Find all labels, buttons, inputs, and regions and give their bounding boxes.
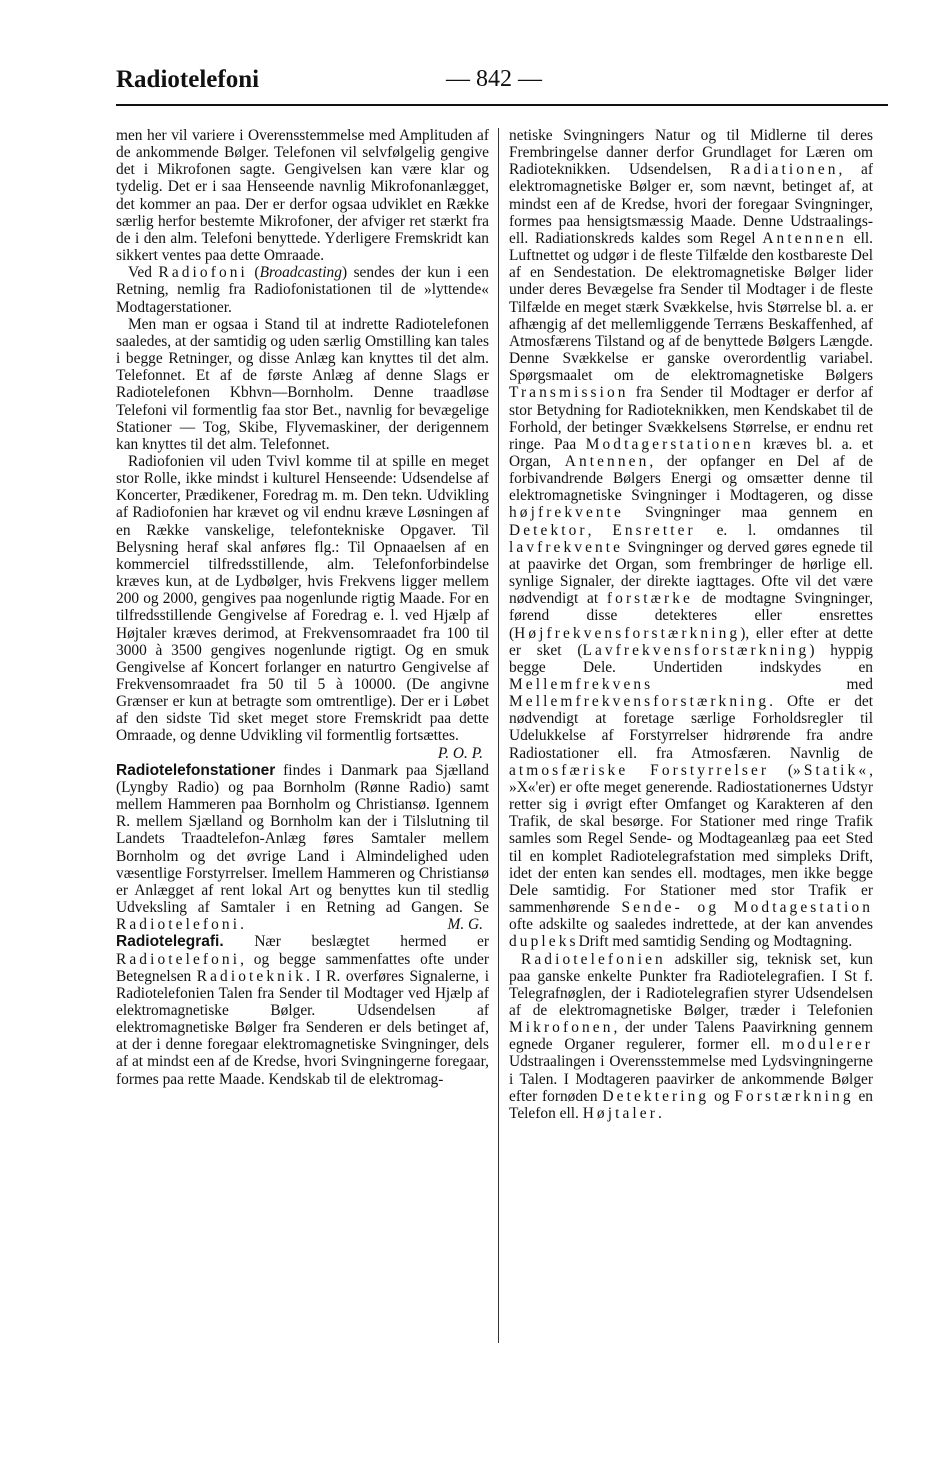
term: Ensretter [612, 521, 696, 539]
term: Højfrekvensforstærkning [514, 624, 741, 642]
text-run: . [657, 1104, 662, 1122]
text-run: ell. Luftnettet og udgør i de fleste Tilfælde den kostbareste Del af en Sendestation. De elektromagnetiske Bølger lider under deres Bevægelse fra Sender til Modtager i de fleste Tilfælde en meget stærk Svækkelse, hvis Størrelse bl. a. er afhængig af det mellemliggende Terræns Beskaffenhed, af Atmosfærens Tilstand og af de benyttede Bølgers Længde. Denne Svækkelse er ganske overordentlig variabel. Spørgsmaalet om de elektromagnetiske Bølgers [509, 229, 873, 385]
text-run: , der under Talens Paavirkning gennem egnede Organer regulerer, former ell. [509, 1019, 873, 1054]
term: dupleks [509, 933, 579, 951]
left-column [116, 127, 489, 1088]
entry-radiotelefonstationer [116, 762, 489, 934]
text-run: og [709, 1087, 735, 1105]
author-signature: P. O. P. [437, 744, 483, 762]
term: Mellemfrekvens [509, 676, 654, 693]
text-run: netiske Svingningers Natur og til Midlerne til deres Frembringelse danner derfor Grundlaget for Læren om Radioteknikken. Udsendelsen, [509, 127, 873, 179]
text-run: . [240, 916, 244, 934]
term-broadcasting: Broadcasting [259, 264, 342, 282]
text-run: Svingninger og derved gøres egnede til at paavirke det Organ, som frembringer de hørlige ell. synlige Signaler, der direkte iagttages. Ofte vil det være nødvendigt at [509, 538, 873, 608]
text-run: Udstraalingen i Overensstemmelse med Lydsvingningerne i Talen. I Modtageren paavirker de ankommende Bølger efter fornøden [509, 1053, 873, 1105]
entry-heading: Radiotelefonstationer [116, 761, 276, 779]
text-run: fra Sender til Modtager er derfor af stor Betydning for Radioteknikken, men Kendskabet til de Forhold, der betinger Svækkelsens Størrelse, er endnu ret ringe. Paa [509, 384, 873, 453]
text-run: ) sendes der kun i een Retning, nemlig fra Radiofonistationen til de »lyttende« Modtagerstationer. [116, 264, 489, 316]
text-run: Svingninger maa gennem en [623, 504, 873, 522]
paragraph-radiofoni [116, 264, 489, 315]
text-run: adskiller sig, teknisk set, kun paa ganske enkelte Punkter fra Radiotelegrafien. I St f. Telegrafnøglen, der i Radiotelegrafien styrer Udsendelsen af de elektromagnetiske Bølger, træder i Telefonien [509, 950, 873, 1019]
term: Mikrofonen [509, 1019, 614, 1037]
term: Højtaler [582, 1104, 658, 1122]
term: Detektering [602, 1087, 710, 1105]
column-divider [498, 128, 499, 1343]
text-run: findes i Danmark paa Sjælland (Lyngby Radio) og paa Bornholm (Rønne Radio) samt mellem Hammeren paa Bornholm og Christiansø. Igennem R. mellem Sjælland og Bornholm kan der i Tilslutning til Landets Traadtelefon-Anlæg føres Samtaler mellem Bornholm og det øvrige Land i Almindelighed uden væsentlige Forstyrrelser. Imellem Hammeren og Christiansø er Anlægget af rent lokal Art og benyttes kun til stedlig Udveksling af Samtaler i en Retning ad Gangen. Se [116, 761, 489, 917]
term: Forstærkning [734, 1087, 854, 1105]
paragraph-continued [509, 127, 873, 951]
text-run: , der opfanger en Del af de forbivandrende Bølgers Energi og omsætter denne til elektromagnetiske Svingninger i Modtageren, og disse [509, 452, 873, 505]
term-radiofoni: Radiofoni [158, 264, 248, 282]
term: forstærke [606, 590, 693, 608]
term: Antennen [762, 229, 847, 247]
text-run: , og begge sammenfattes ofte under Betegnelsen [116, 950, 489, 985]
text-run: e. l. omdannes til [695, 521, 873, 539]
term: »Statik« [793, 761, 870, 779]
term: Radiotelefoni [116, 950, 241, 968]
term: Antennen [564, 452, 650, 470]
text-run: Ved [128, 264, 159, 282]
text-run: . Ofte er det nødvendigt at foretage særlige Forholdsregler til Udelukkelse af Forstyrrelser hidrørende fra andre Radiostationer ell. fra Atmosfæren. Navnlig de [509, 693, 873, 762]
author-signature: M. G. [447, 916, 483, 934]
text-run: , [587, 521, 613, 539]
page-header [116, 64, 888, 106]
text-run: ( [247, 264, 260, 282]
entry-radiotelegrafi [116, 933, 489, 1087]
term: Mellemfrekvensforstærkning [509, 693, 770, 711]
text-run: ) hyppig begge Dele. Undertiden indskydes en [509, 641, 873, 676]
term: Radiotelefonien [521, 950, 666, 968]
term: atmosfæriske Forstyrrelser [509, 761, 770, 779]
page-number: — 842 — [446, 66, 542, 92]
term: Detektor [509, 521, 588, 539]
text-run: en Telefon ell. [509, 1087, 874, 1122]
term: Lavfrekvensforstærkning [582, 641, 810, 659]
text-run: , af elektromagnetiske Bølger er, som nævnt, betinget af, at mindst een af de Kredse, hvori der foregaar Svingninger, formes paa hensigtsmæssig Maade. Denne Udstraalings- ell. Radiationskreds kaldes som Regel [509, 161, 873, 247]
term: lavfrekvente [509, 538, 624, 556]
text-run: , »X«'er) er ofte meget generende. Radiostationernes Udstyr retter sig i øvrigt efter Omfanget og Karakteren af den Trafik, de skal besørge. For Stationer med ringe Trafik samles som Regel Sende- og Modtageanlæg paa eet Sted til en komplet Radiotelegrafstation med simpleks Drift, idet der enten kan sendes ell. modtages, men ikke begge Dele samtidig. For Stationer med stor Trafik er sammenhørende [509, 761, 873, 917]
text-run: ( [769, 761, 794, 779]
text-run: ), eller efter at dette er sket ( [509, 624, 873, 659]
cross-reference: Radiotelefoni [116, 916, 241, 934]
term: Modtagerstationen [585, 435, 754, 453]
term: Radioteknik [196, 967, 307, 985]
text-run: de modtagne Svingninger, førend disse detekteres eller ensrettes ( [509, 590, 873, 642]
paragraph-radiotelefonien [509, 951, 873, 1123]
text-run: kræves bl. a. et Organ, [509, 435, 873, 470]
term: Sende- og Modtagestation [621, 899, 873, 917]
running-title: Radiotelefoni [116, 66, 260, 93]
signature-row [116, 745, 489, 762]
right-column [509, 127, 873, 1122]
paragraph: Men man er ogsaa i Stand til at indrette Radiotelefonen saaledes, at der samtidig og uden særlig Omstilling kan tales i begge Retninger, og disse Anlæg kan knyttes til det alm. Telefonnet. Et af de første Anlæg af denne Slags er Radiotelefonen Kbhvn—Bornholm. Denne traadløse Telefoni vil formentlig faa stor Bet., navnlig for bevægelige Stationer — Tog, Skibe, Flyvemaskiner, der derigennem kan knyttes til det alm. Telefonnet. [116, 315, 489, 453]
term: Radiationen [730, 161, 839, 179]
term: Transmission [509, 384, 629, 402]
entry-heading: Radiotelegrafi. [116, 933, 224, 951]
text-run: Drift med samtidig Sending og Modtagning. [578, 933, 853, 951]
text-run: . I R. overføres Signalerne, i Radiotelefonien Talen fra Sender til Modtager ved Hjælp af elektromagnetiske Bølger. Udsendelsen af elektromagnetiske Bølger fra Senderen er dels betinget af, at der i denne foregaar elektromagnetiske Svingninger, dels af at mindst een af de Kredse, hvori Svingningerne foregaar, formes paa rette Maade. Kendskab til de elektromag- [116, 967, 489, 1088]
text-run: med [653, 676, 873, 693]
text-run: ofte adskilte og saaledes indrettede, at der kan anvendes [509, 916, 873, 934]
paragraph: men her vil variere i Overensstemmelse med Amplituden af de ankommende Bølger. Telefonen vil selvfølgelig gengive det i Mikrofonen sagte. Gengivelsen kan være klar og tydelig. Det er i saa Henseende navnlig Mikrofonanlægget, det kommer an paa. Der er derfor ogsaa udviklet en Række særlig herfor bestemte Mikrofoner, der afviger ret stærkt fra de i den alm. Telefoni benyttede. Yderligere Fremskridt kan sikkert ventes paa dette Omraade. [116, 127, 489, 265]
paragraph: Radiofonien vil uden Tvivl komme til at spille en meget stor Rolle, ikke mindst i kulturel Henseende: Udsendelse af Koncerter, Prædikener, Foredrag m. m. Den tekn. Udvikling af Radiofonien har krævet og vil endnu kræve Løsningen af en Række vanskelige, telefontekniske Opgaver. Til Belysning heraf skal anføres flg.: Til Opnaaelsen af en kommerciel tilfredsstillende, alm. Telefonforbindelse kræves kun, at de Lydbølger, hvis Frekvens ligger mellem 200 og 2000, gengives paa nogenlunde rigtig Maade. For en tilfredsstillende Gengivelse af Foredrag e. l. ved Hjælp af Højtaler kræves derimod, at Frekvensomraadet fra 100 til 3000 à 3500 gengives nogenlunde rigtigt. Og en smuk Gengivelse af Koncert forlanger en naturtro Gengivelse af Frekvensomraadet fra 50 til 5 à 10000. (De angivne Grænser er kun at betragte som omtrentlige). Der er i Løbet af den sidste Tid sket meget store Fremskridt paa dette Omraade, og denne Udvikling vil formentlig fortsættes. [116, 452, 489, 745]
term: modulerer [781, 1036, 873, 1054]
text-run: Nær beslægtet hermed er [223, 933, 489, 951]
term: højfrekvente [509, 504, 624, 522]
